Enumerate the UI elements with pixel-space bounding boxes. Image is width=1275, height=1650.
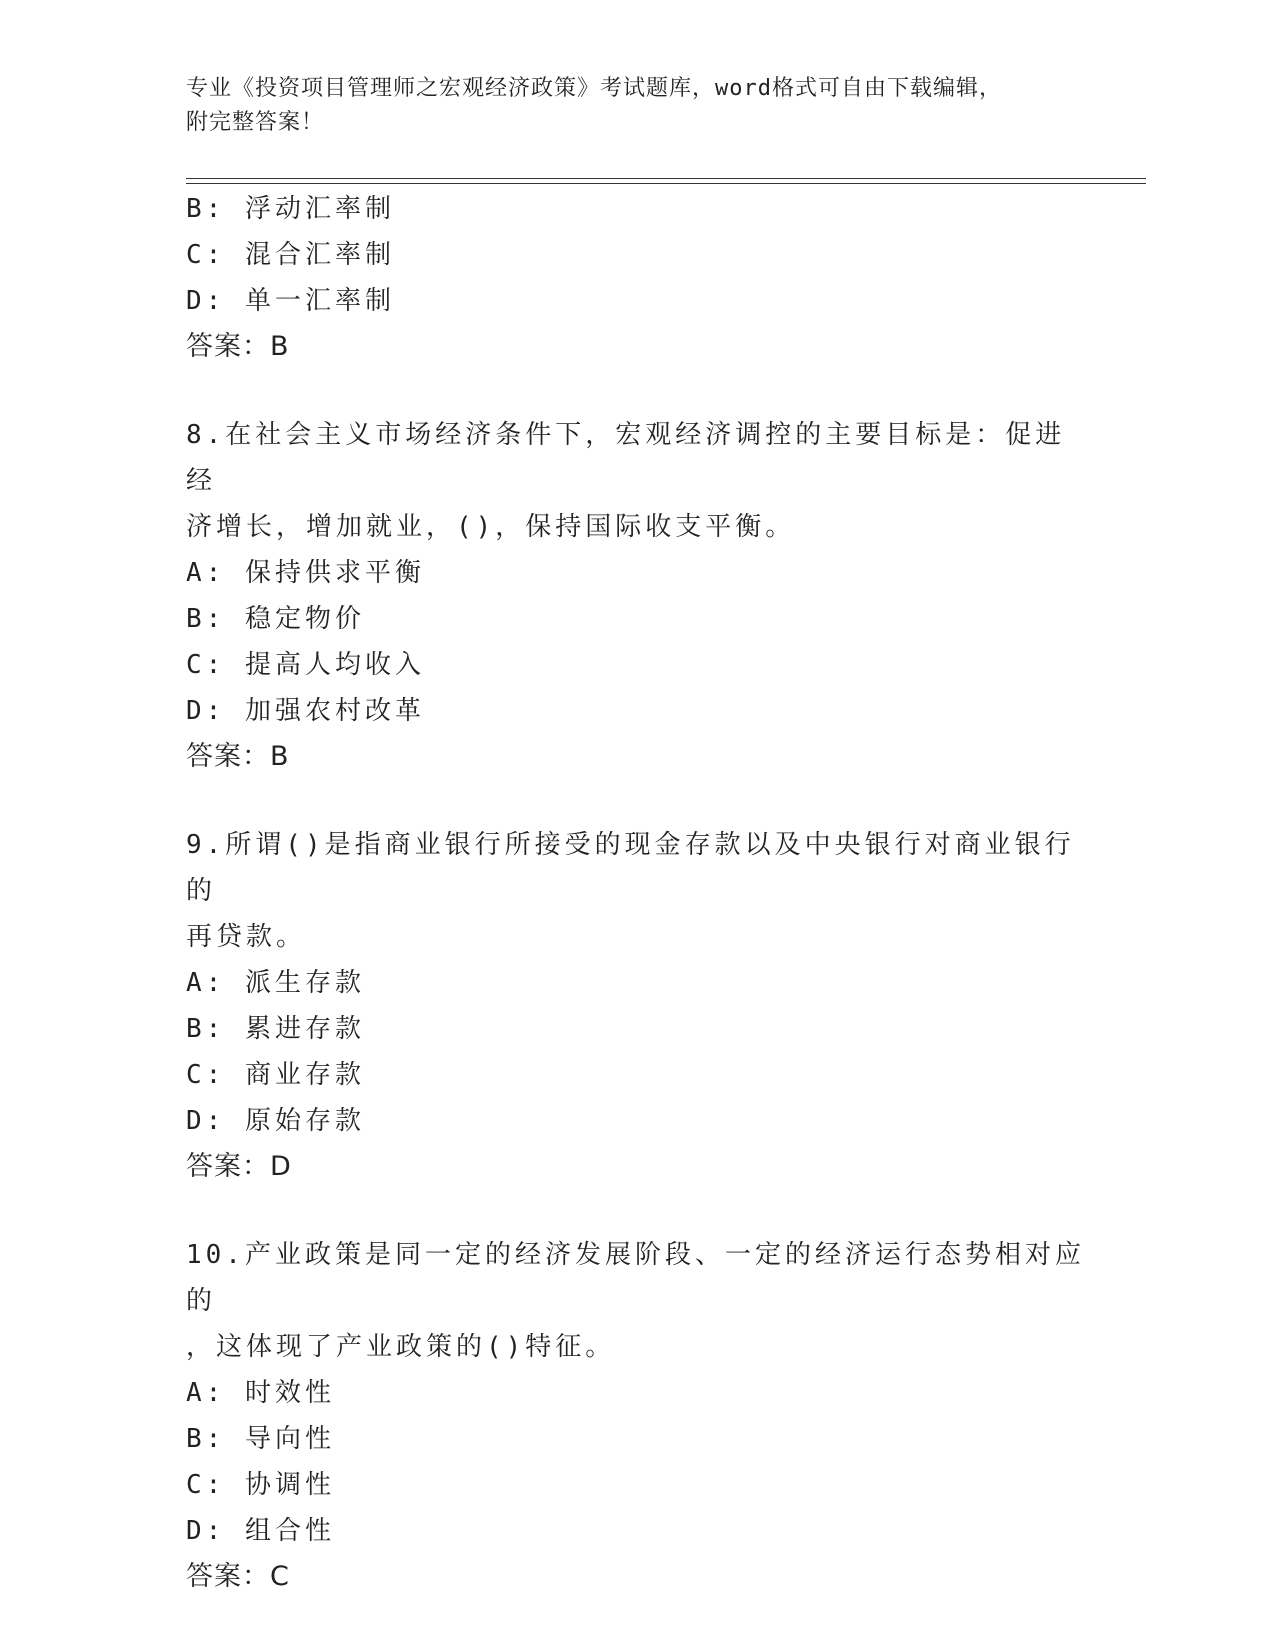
answer-line: 答案：B bbox=[186, 741, 290, 772]
option-c: C: 商业存款 bbox=[186, 1060, 365, 1090]
question-block-10 bbox=[186, 1232, 1086, 1600]
question-stem-line-1: 8.在社会主义市场经济条件下，宏观经济调控的主要目标是：促进经 bbox=[186, 420, 1066, 496]
option-b: B: 浮动汇率制 bbox=[186, 194, 395, 224]
option-c: C: 混合汇率制 bbox=[186, 240, 395, 270]
question-stem-line-1: 10.产业政策是同一定的经济发展阶段、一定的经济运行态势相对应的 bbox=[186, 1240, 1085, 1316]
option-c: C: 提高人均收入 bbox=[186, 650, 425, 680]
question-stem-line-2: 济增长，增加就业，()，保持国际收支平衡。 bbox=[186, 512, 796, 542]
answer-line: 答案：D bbox=[186, 1151, 292, 1182]
spacer bbox=[186, 780, 1086, 822]
header-divider-top bbox=[186, 178, 1146, 179]
spacer bbox=[186, 370, 1086, 412]
spacer bbox=[186, 1190, 1086, 1232]
question-list bbox=[186, 186, 1086, 1600]
header-line-2: 附完整答案！ bbox=[186, 110, 325, 135]
question-stem-line-2: 再贷款。 bbox=[186, 922, 307, 952]
option-d: D: 原始存款 bbox=[186, 1106, 365, 1136]
option-a: A: 派生存款 bbox=[186, 968, 365, 998]
option-c: C: 协调性 bbox=[186, 1470, 335, 1500]
option-d: D: 单一汇率制 bbox=[186, 286, 395, 316]
question-stem-line-2: ，这体现了产业政策的()特征。 bbox=[186, 1332, 616, 1362]
answer-line: 答案：B bbox=[186, 331, 290, 362]
option-d: D: 加强农村改革 bbox=[186, 696, 425, 726]
document-header bbox=[186, 72, 1086, 140]
question-block-8 bbox=[186, 412, 1086, 780]
option-b: B: 稳定物价 bbox=[186, 604, 365, 634]
question-block-9 bbox=[186, 822, 1086, 1190]
question-block-previous bbox=[186, 186, 1086, 370]
option-b: B: 累进存款 bbox=[186, 1014, 365, 1044]
question-stem-line-1: 9.所谓()是指商业银行所接受的现金存款以及中央银行对商业银行的 bbox=[186, 830, 1075, 906]
option-a: A: 时效性 bbox=[186, 1378, 335, 1408]
option-b: B: 导向性 bbox=[186, 1424, 335, 1454]
header-line-1: 专业《投资项目管理师之宏观经济政策》考试题库，word格式可自由下载编辑， bbox=[186, 76, 1002, 101]
header-divider-bottom bbox=[186, 183, 1146, 184]
option-a: A: 保持供求平衡 bbox=[186, 558, 425, 588]
answer-line: 答案：C bbox=[186, 1561, 290, 1592]
option-d: D: 组合性 bbox=[186, 1516, 335, 1546]
